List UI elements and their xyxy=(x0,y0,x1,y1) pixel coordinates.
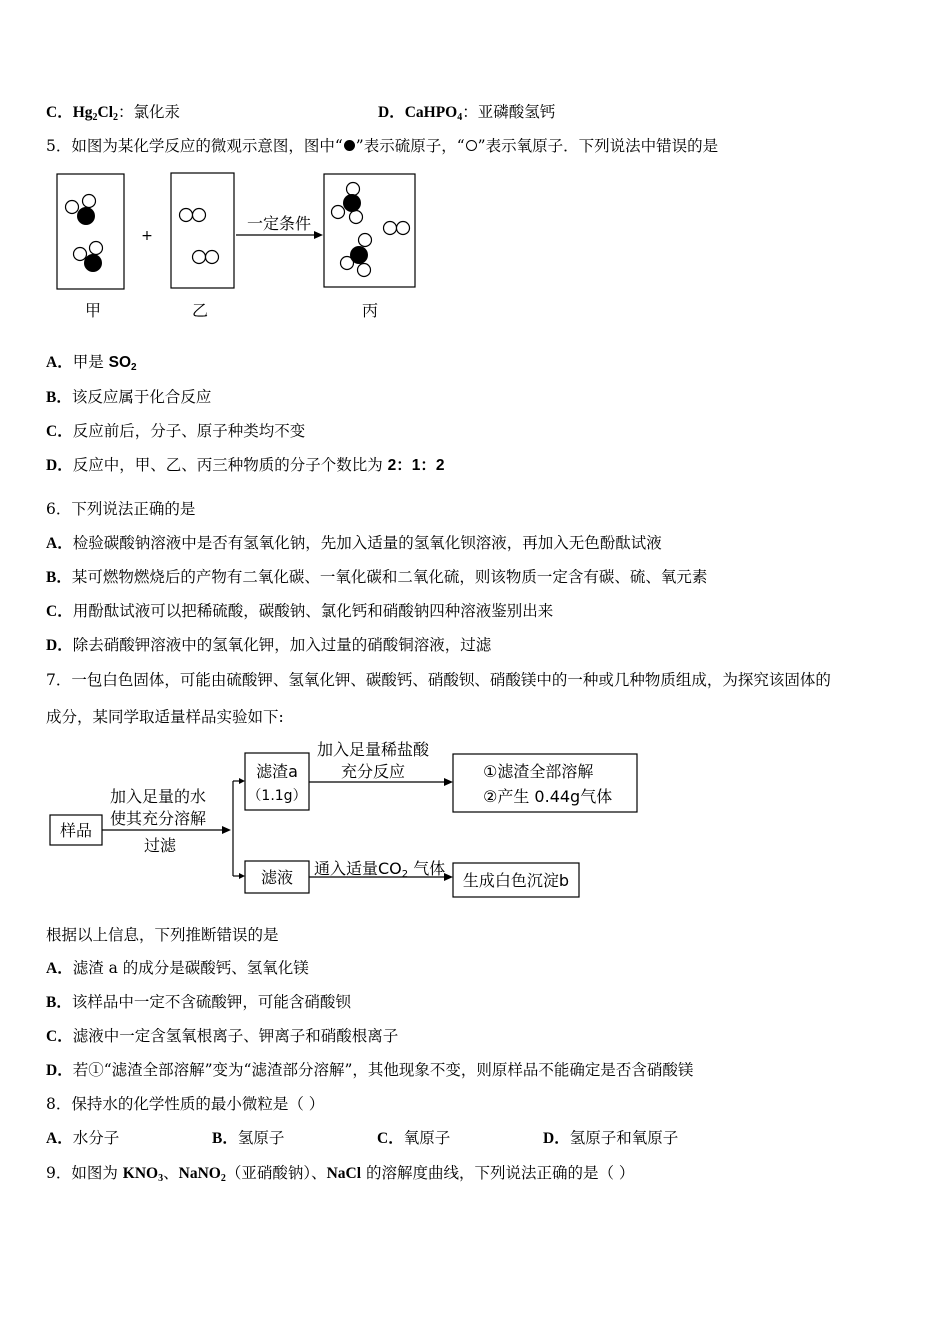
sulfur-atom-icon xyxy=(344,140,355,151)
jia-molecule-2 xyxy=(74,242,103,273)
plus-sign: + xyxy=(141,228,153,244)
q9-stem: 9．如图为 $KNO_3$、NaNO$_2$（亚硝酸钠）、NaCl 的溶解度曲线，下列说法正确的是（ ） xyxy=(46,1164,635,1184)
q6-stem: 6．下列说法正确的是 xyxy=(46,500,196,518)
reaction-condition: 一定条件 xyxy=(246,214,312,233)
box-jia xyxy=(57,174,124,289)
flow-residue-mass: （1.1g） xyxy=(247,788,307,804)
flow-step1-c: 过滤 xyxy=(143,836,177,855)
flow-filtrate: 滤液 xyxy=(260,868,294,887)
q5-option-d: D．反应中，甲、乙、丙三种物质的分子个数比为 2：1：2 xyxy=(46,456,445,474)
q8-stem: 8．保持水的化学性质的最小微粒是（ ） xyxy=(46,1095,325,1113)
flow-acid-a: 加入足量稀盐酸 xyxy=(316,740,430,759)
q4-option-d: D．CaHPO$_4$：亚磷酸氢钙 xyxy=(378,103,556,123)
label-yi: 乙 xyxy=(191,301,209,320)
yi-molecule-2 xyxy=(193,251,219,264)
bing-molecule-o2 xyxy=(384,222,410,235)
q7-option-d: D．若①“滤渣全部溶解”变为“滤渣部分溶解”，其他现象不变，则原样品不能确定是否含硝酸镁 xyxy=(46,1061,694,1079)
q7-option-a: A．滤渣 a 的成分是碳酸钙、氢氧化镁 xyxy=(46,959,309,977)
q7-stem-line1: 7．一包白色固体，可能由硫酸钾、氢氧化钾、碳酸钙、硝酸钡、硝酸镁中的一种或几种物质组成，为探究该固体的 xyxy=(46,671,831,689)
arrow-head xyxy=(314,231,323,239)
q7-option-c: C．滤液中一定含氢氧根离子、钾离子和硝酸根离子 xyxy=(46,1027,399,1045)
flow-result1-b: ②产生 0.44g气体 xyxy=(483,787,613,806)
flow-step1-a: 加入足量的水 xyxy=(109,787,207,806)
flow-step1-b: 使其充分溶解 xyxy=(109,809,207,828)
q4-option-c: C．$Hg_2Cl_2$：氯化汞 xyxy=(46,103,181,123)
q6-option-b: B．某可燃物燃烧后的产物有二氧化碳、一氧化碳和二氧化硫，则该物质一定含有碳、硫、氧元素 xyxy=(46,568,708,586)
box-yi xyxy=(171,173,234,288)
yi-molecule-1 xyxy=(180,209,206,222)
flow-result1-a: ①滤渣全部溶解 xyxy=(483,762,594,781)
q5-reaction-diagram xyxy=(50,168,430,326)
q7-infer: 根据以上信息，下列推断错误的是 xyxy=(46,926,279,944)
q8-option-a: A．水分子 xyxy=(46,1129,120,1147)
bing-molecule-1 xyxy=(332,183,363,224)
flow-sample: 样品 xyxy=(59,821,93,840)
flow-acid-b: 充分反应 xyxy=(340,762,406,781)
q6-option-c: C．用酚酞试液可以把稀硫酸，碳酸钠、氯化钙和硝酸钠四种溶液鉴别出来 xyxy=(46,602,554,620)
q8-option-c: C．氧原子 xyxy=(377,1129,451,1147)
q5-option-c: C．反应前后，分子、原子种类均不变 xyxy=(46,422,306,440)
q5-option-b: B．该反应属于化合反应 xyxy=(46,388,212,406)
q6-option-a: A．检验碳酸钠溶液中是否有氢氧化钠，先加入适量的氢氧化钡溶液，再加入无色酚酞试液 xyxy=(46,534,662,552)
q5-option-a: A．甲是 $SO_2$ xyxy=(46,353,137,373)
jia-molecule-1 xyxy=(66,195,96,226)
q6-option-d: D．除去硝酸钾溶液中的氢氧化钾，加入过量的硝酸铜溶液，过滤 xyxy=(46,636,492,654)
label-bing: 丙 xyxy=(361,301,379,320)
flow-co2-step: 通入适量CO2 气体 xyxy=(314,859,446,880)
oxygen-atom-icon xyxy=(466,140,477,151)
flow-residue: 滤渣a xyxy=(256,762,298,781)
q7-flowchart xyxy=(46,735,646,905)
flow-result2: 生成白色沉淀b xyxy=(462,871,570,890)
label-jia: 甲 xyxy=(84,301,102,320)
q8-option-b: B．氢原子 xyxy=(212,1129,285,1147)
q7-option-b: B．该样品中一定不含硫酸钾，可能含硝酸钡 xyxy=(46,993,351,1011)
q8-option-d: D．氢原子和氧原子 xyxy=(543,1129,679,1147)
bing-molecule-2 xyxy=(341,234,372,277)
q7-stem-line2: 成分，某同学取适量样品实验如下: xyxy=(46,708,284,726)
q5-stem: 5．如图为某化学反应的微观示意图，图中“ ”表示硫原子，“ ”表示氧原子．下列说法中错误的是 xyxy=(46,137,719,155)
